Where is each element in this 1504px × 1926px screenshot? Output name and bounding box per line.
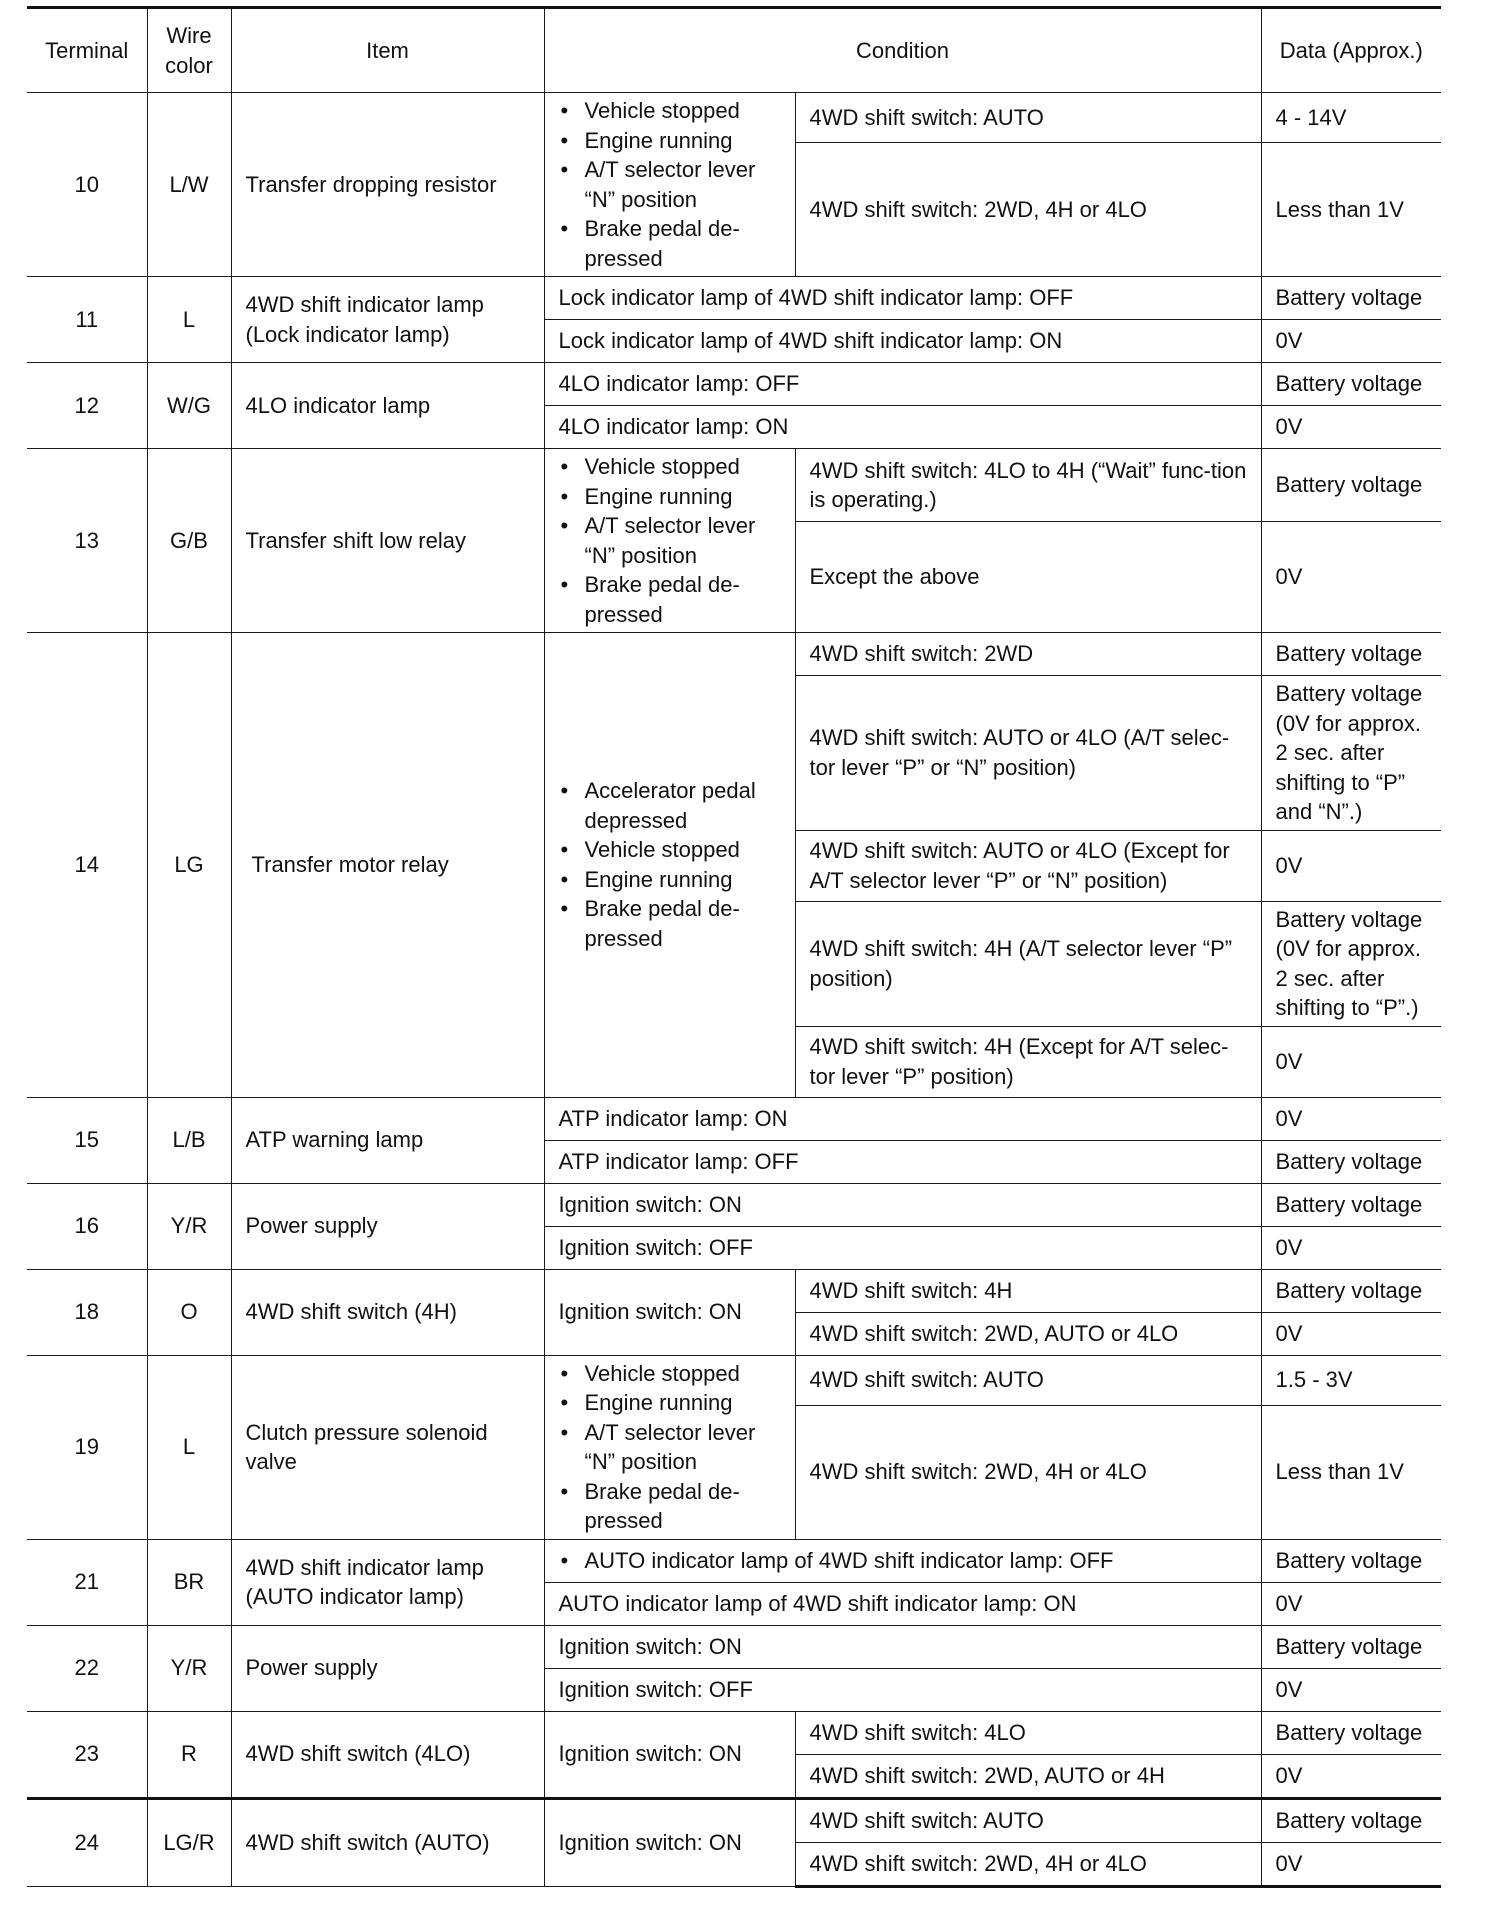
table-row xyxy=(27,1711,1441,1754)
item-name: Transfer shift low relay xyxy=(231,449,544,633)
data-cell: 0V xyxy=(1261,320,1441,363)
wire-color: L/W xyxy=(147,93,231,277)
bullet-item: • Engine running xyxy=(559,482,781,512)
item-name: ATP warning lamp xyxy=(231,1097,544,1183)
bullet-item: • Brake pedal de-pressed xyxy=(559,894,781,953)
condition-cell: 4WD shift switch: 2WD xyxy=(795,633,1261,676)
data-cell: Battery voltage xyxy=(1261,1140,1441,1183)
data-cell: Battery voltage xyxy=(1261,449,1441,522)
terminal-data-table xyxy=(27,6,1441,1888)
bullet-item: • Accelerator pedal depressed xyxy=(559,776,781,835)
condition-cell: 4WD shift switch: AUTO or 4LO (Except for A/T selector lever “P” or “N” position) xyxy=(795,830,1261,901)
header-terminal: Terminal xyxy=(27,8,147,93)
data-cell: 0V xyxy=(1261,1754,1441,1798)
data-cell: Battery voltage xyxy=(1261,1269,1441,1312)
data-cell: 0V xyxy=(1261,1582,1441,1625)
wire-color: LG xyxy=(147,633,231,1098)
terminal-number: 11 xyxy=(27,277,147,363)
bullet-item: • Brake pedal de-pressed xyxy=(559,570,781,629)
bullet-item: • Brake pedal de-pressed xyxy=(559,214,781,273)
item-name: 4WD shift switch (4H) xyxy=(231,1269,544,1355)
data-cell: 0V xyxy=(1261,522,1441,633)
data-cell: Less than 1V xyxy=(1261,143,1441,277)
terminal-number: 19 xyxy=(27,1355,147,1539)
data-cell: Battery voltage xyxy=(1261,1183,1441,1226)
condition-cell: 4WD shift switch: 4LO to 4H (“Wait” func-tion is operating.) xyxy=(795,449,1261,522)
data-cell: Less than 1V xyxy=(1261,1405,1441,1539)
wire-color: LG/R xyxy=(147,1798,231,1886)
terminal-number: 15 xyxy=(27,1097,147,1183)
condition-cell: Ignition switch: ON xyxy=(544,1183,1261,1226)
condition-cell: 4WD shift switch: AUTO xyxy=(795,1355,1261,1405)
table-row xyxy=(27,1539,1441,1582)
terminal-number: 14 xyxy=(27,633,147,1098)
bullet-item: • A/T selector lever “N” position xyxy=(559,155,781,214)
condition-cell: Ignition switch: ON xyxy=(544,1625,1261,1668)
condition-bullets xyxy=(544,449,795,633)
condition-cell: Ignition switch: OFF xyxy=(544,1226,1261,1269)
table-row xyxy=(27,1183,1441,1226)
condition-cell: 4WD shift switch: AUTO or 4LO (A/T selec-tor lever “P” or “N” position) xyxy=(795,676,1261,831)
condition-cell: 4WD shift switch: 4H (Except for A/T selec-tor lever “P” position) xyxy=(795,1026,1261,1097)
condition-cell: 4LO indicator lamp: ON xyxy=(544,406,1261,449)
wire-color: G/B xyxy=(147,449,231,633)
table-row xyxy=(27,1625,1441,1668)
item-name: Transfer motor relay xyxy=(231,633,544,1098)
data-cell: Battery voltage xyxy=(1261,1798,1441,1842)
data-cell: 0V xyxy=(1261,1312,1441,1355)
bullet-item: • Engine running xyxy=(559,1388,781,1418)
table-row xyxy=(27,1269,1441,1312)
terminal-number: 23 xyxy=(27,1711,147,1798)
item-name: 4WD shift indicator lamp (Lock indicator lamp) xyxy=(231,277,544,363)
item-name: Transfer dropping resistor xyxy=(231,93,544,277)
data-cell: 0V xyxy=(1261,1026,1441,1097)
bullet-item: • Engine running xyxy=(559,126,781,156)
terminal-table-wrapper xyxy=(27,6,1441,1888)
condition-cell: 4WD shift switch: 4LO xyxy=(795,1711,1261,1754)
wire-color: O xyxy=(147,1269,231,1355)
condition-cell: 4WD shift switch: AUTO xyxy=(795,93,1261,143)
data-cell: Battery voltage xyxy=(1261,633,1441,676)
header-item: Item xyxy=(231,8,544,93)
data-cell: 0V xyxy=(1261,1668,1441,1711)
data-cell: 0V xyxy=(1261,1226,1441,1269)
data-cell: Battery voltage (0V for approx. 2 sec. after shifting to “P”.) xyxy=(1261,901,1441,1026)
data-cell: Battery voltage xyxy=(1261,1539,1441,1582)
terminal-number: 21 xyxy=(27,1539,147,1625)
table-row xyxy=(27,93,1441,143)
data-cell: 0V xyxy=(1261,830,1441,901)
table-row xyxy=(27,1798,1441,1842)
terminal-number: 12 xyxy=(27,363,147,449)
condition-cell: ATP indicator lamp: OFF xyxy=(544,1140,1261,1183)
bullet-item: • A/T selector lever “N” position xyxy=(559,1418,781,1477)
item-name: 4WD shift switch (4LO) xyxy=(231,1711,544,1798)
condition-cell: Lock indicator lamp of 4WD shift indicator lamp: OFF xyxy=(544,277,1261,320)
condition-cell: 4WD shift switch: 4H xyxy=(795,1269,1261,1312)
wire-color: Y/R xyxy=(147,1625,231,1711)
data-cell: Battery voltage xyxy=(1261,363,1441,406)
condition-cell: Ignition switch: ON xyxy=(544,1798,795,1886)
condition-cell: Except the above xyxy=(795,522,1261,633)
header-wire-color: Wire color xyxy=(147,8,231,93)
header-condition: Condition xyxy=(544,8,1261,93)
bullet-item: • Vehicle stopped xyxy=(559,452,781,482)
terminal-number: 10 xyxy=(27,93,147,277)
data-cell: Battery voltage xyxy=(1261,1625,1441,1668)
wire-color: Y/R xyxy=(147,1183,231,1269)
condition-cell: 4WD shift switch: 2WD, 4H or 4LO xyxy=(795,143,1261,277)
bullet-item: • Brake pedal de-pressed xyxy=(559,1477,781,1536)
condition-cell: ATP indicator lamp: ON xyxy=(544,1097,1261,1140)
table-row xyxy=(27,277,1441,320)
data-cell: 0V xyxy=(1261,1097,1441,1140)
bullet-item: • A/T selector lever “N” position xyxy=(559,511,781,570)
item-name: 4WD shift indicator lamp (AUTO indicator lamp) xyxy=(231,1539,544,1625)
data-cell: Battery voltage xyxy=(1261,1711,1441,1754)
data-cell: Battery voltage xyxy=(1261,277,1441,320)
condition-cell: 4WD shift switch: 2WD, 4H or 4LO xyxy=(795,1405,1261,1539)
condition-cell: Lock indicator lamp of 4WD shift indicator lamp: ON xyxy=(544,320,1261,363)
wire-color: BR xyxy=(147,1539,231,1625)
condition-cell: AUTO indicator lamp of 4WD shift indicator lamp: ON xyxy=(544,1582,1261,1625)
bullet-item: • Engine running xyxy=(559,865,781,895)
data-cell: Battery voltage (0V for approx. 2 sec. after shifting to “P” and “N”.) xyxy=(1261,676,1441,831)
condition-bullets xyxy=(544,93,795,277)
item-name: Clutch pressure solenoid valve xyxy=(231,1355,544,1539)
table-row xyxy=(27,1355,1441,1405)
terminal-number: 18 xyxy=(27,1269,147,1355)
condition-cell: Ignition switch: OFF xyxy=(544,1668,1261,1711)
wire-color: W/G xyxy=(147,363,231,449)
header-data: Data (Approx.) xyxy=(1261,8,1441,93)
terminal-number: 22 xyxy=(27,1625,147,1711)
bullet-item: • AUTO indicator lamp of 4WD shift indicator lamp: OFF xyxy=(559,1546,1247,1576)
table-row xyxy=(27,449,1441,522)
condition-bullets xyxy=(544,633,795,1098)
wire-color: L/B xyxy=(147,1097,231,1183)
data-cell: 1.5 - 3V xyxy=(1261,1355,1441,1405)
item-name: 4LO indicator lamp xyxy=(231,363,544,449)
data-cell: 0V xyxy=(1261,406,1441,449)
condition-cell: 4LO indicator lamp: OFF xyxy=(544,363,1261,406)
wire-color: R xyxy=(147,1711,231,1798)
wire-color: L xyxy=(147,277,231,363)
bullet-item: • Vehicle stopped xyxy=(559,835,781,865)
table-row xyxy=(27,633,1441,676)
condition-cell: 4WD shift switch: 2WD, AUTO or 4H xyxy=(795,1754,1261,1798)
item-name: Power supply xyxy=(231,1625,544,1711)
bullet-item: • Vehicle stopped xyxy=(559,96,781,126)
table-header-row xyxy=(27,8,1441,93)
terminal-number: 13 xyxy=(27,449,147,633)
terminal-number: 24 xyxy=(27,1798,147,1886)
condition-cell: 4WD shift switch: 4H (A/T selector lever “P” position) xyxy=(795,901,1261,1026)
condition-cell: 4WD shift switch: 2WD, AUTO or 4LO xyxy=(795,1312,1261,1355)
table-row xyxy=(27,1097,1441,1140)
condition-cell: 4WD shift switch: 2WD, 4H or 4LO xyxy=(795,1842,1261,1886)
wire-color: L xyxy=(147,1355,231,1539)
data-cell: 4 - 14V xyxy=(1261,93,1441,143)
table-row xyxy=(27,363,1441,406)
item-name: Power supply xyxy=(231,1183,544,1269)
condition-cell: Ignition switch: ON xyxy=(544,1711,795,1798)
condition-cell: 4WD shift switch: AUTO xyxy=(795,1798,1261,1842)
condition-bullets xyxy=(544,1539,1261,1582)
item-name: 4WD shift switch (AUTO) xyxy=(231,1798,544,1886)
bullet-item: • Vehicle stopped xyxy=(559,1359,781,1389)
data-cell: 0V xyxy=(1261,1842,1441,1886)
condition-cell: Ignition switch: ON xyxy=(544,1269,795,1355)
terminal-number: 16 xyxy=(27,1183,147,1269)
condition-bullets xyxy=(544,1355,795,1539)
